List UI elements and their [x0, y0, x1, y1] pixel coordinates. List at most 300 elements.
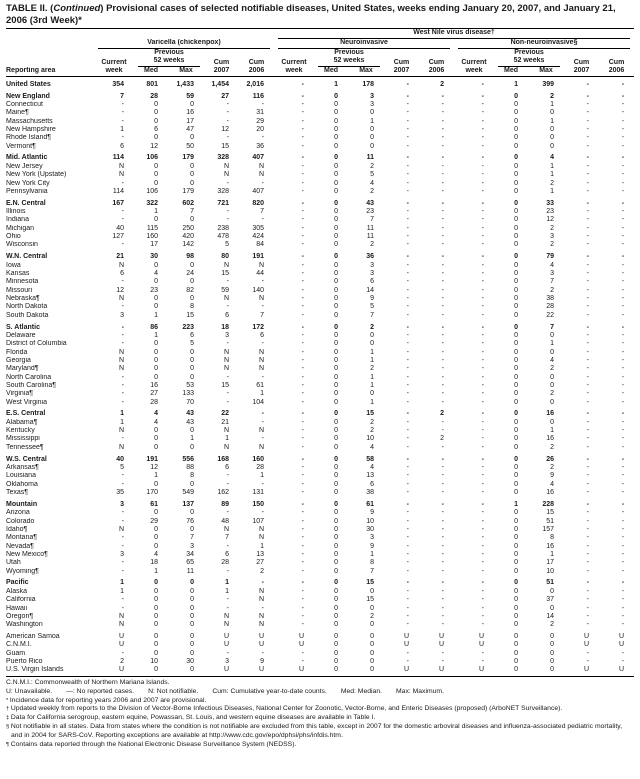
table-row	[6, 241, 634, 249]
value-cell: -	[586, 80, 589, 88]
value-cell: 0	[334, 125, 338, 133]
value-cell: -	[621, 100, 625, 108]
value-cell: -	[301, 596, 304, 604]
value-cell: 59	[221, 286, 229, 294]
value-cell: U	[118, 641, 124, 649]
value-cell: 0	[514, 125, 518, 133]
value-cell: U	[478, 633, 484, 641]
table-row	[6, 216, 634, 224]
value-cell: U	[403, 641, 409, 649]
value-cell: 191	[146, 455, 158, 463]
value-cell: -	[406, 559, 409, 567]
footnote-cnmi: C.N.M.I.: Commonwealth of Northern Mariana Islands.	[6, 678, 170, 686]
table-row	[6, 196, 634, 208]
table-header	[6, 29, 634, 77]
value-cell: -	[406, 604, 409, 612]
value-cell: 0	[190, 525, 194, 533]
value-cell: -	[481, 443, 484, 451]
value-cell: -	[586, 233, 589, 241]
value-cell: 0	[334, 641, 338, 649]
value-cell: 10	[150, 658, 158, 666]
table-row	[6, 658, 634, 666]
value-cell: -	[261, 340, 264, 348]
value-cell: -	[621, 286, 625, 294]
value-cell: -	[121, 241, 124, 249]
value-cell: -	[441, 311, 444, 319]
value-cell: 0	[550, 658, 554, 666]
value-cell: -	[121, 542, 124, 550]
value-cell: 0	[514, 233, 518, 241]
value-cell: -	[621, 398, 625, 406]
value-cell: 1	[120, 125, 124, 133]
value-cell: -	[406, 162, 409, 170]
value-cell: 3	[370, 261, 374, 269]
header-week: week	[454, 67, 494, 77]
value-cell: -	[301, 134, 304, 142]
header-cum: Cum	[573, 58, 590, 66]
value-cell: 0	[514, 410, 518, 418]
value-cell: 1	[550, 187, 554, 195]
value-cell: -	[301, 435, 304, 443]
value-cell: 2	[550, 241, 554, 249]
table-body	[6, 77, 634, 675]
value-cell: 162	[217, 489, 229, 497]
value-cell: 3	[370, 100, 374, 108]
value-cell: -	[621, 418, 625, 426]
value-cell: 13	[256, 550, 264, 558]
value-cell: -	[621, 587, 625, 595]
header-spacer	[204, 49, 239, 57]
value-cell: 0	[154, 171, 158, 179]
value-cell: 1	[334, 80, 338, 88]
value-cell: 6	[120, 142, 124, 150]
value-cell: -	[406, 649, 409, 657]
value-cell: -	[441, 534, 444, 542]
value-cell: -	[301, 567, 304, 575]
value-cell: -	[121, 340, 124, 348]
value-cell: -	[301, 331, 304, 339]
value-cell: 0	[190, 621, 194, 629]
value-cell: -	[481, 187, 484, 195]
value-cell: U	[258, 633, 264, 641]
value-cell: 0	[154, 109, 158, 117]
reporting-area-cell: New England	[6, 92, 50, 100]
value-cell: -	[586, 187, 589, 195]
value-cell: -	[586, 142, 589, 150]
reporting-area-cell: Wyoming¶	[6, 567, 39, 575]
value-cell: -	[226, 604, 229, 612]
value-cell: -	[621, 162, 625, 170]
value-cell: 0	[514, 365, 518, 373]
value-cell: -	[261, 649, 264, 657]
value-cell: 16	[150, 381, 158, 389]
value-cell: -	[586, 443, 589, 451]
value-cell: -	[481, 480, 484, 488]
value-cell: 0	[154, 641, 158, 649]
value-cell: 114	[112, 154, 124, 162]
value-cell: 10	[546, 567, 554, 575]
value-cell: 0	[190, 596, 194, 604]
value-cell: 53	[186, 381, 194, 389]
value-cell: N	[118, 443, 124, 451]
value-cell: -	[481, 134, 484, 142]
value-cell: N	[223, 525, 229, 533]
value-cell: 9	[370, 509, 374, 517]
value-cell: 0	[334, 509, 338, 517]
value-cell: 407	[252, 187, 264, 195]
value-cell: 172	[252, 323, 264, 331]
value-cell: -	[121, 509, 124, 517]
header-med: Med	[134, 67, 168, 77]
value-cell: 4	[370, 179, 374, 187]
value-cell: 0	[514, 596, 518, 604]
value-cell: -	[481, 418, 484, 426]
value-cell: 5	[370, 171, 374, 179]
value-cell: -	[301, 241, 304, 249]
reporting-area-cell: Maine¶	[6, 109, 29, 117]
reporting-area-cell: W.S. Central	[6, 455, 47, 463]
value-cell: -	[406, 340, 409, 348]
table-row	[6, 262, 634, 270]
value-cell: 14	[546, 612, 554, 620]
value-cell: 0	[370, 604, 374, 612]
value-cell: 3	[550, 269, 554, 277]
value-cell: 2	[550, 179, 554, 187]
value-cell: 18	[150, 559, 158, 567]
value-cell: -	[406, 331, 409, 339]
value-cell: 16	[546, 410, 554, 418]
header-52weeks	[494, 57, 564, 67]
value-cell: 27	[256, 559, 264, 567]
value-cell: -	[481, 303, 484, 311]
value-cell: -	[441, 117, 444, 125]
value-cell: 0	[514, 567, 518, 575]
value-cell: -	[406, 109, 409, 117]
value-cell: -	[301, 208, 304, 216]
value-cell: N	[223, 427, 229, 435]
value-cell: 0	[514, 550, 518, 558]
value-cell: 0	[154, 525, 158, 533]
wnv-group-label: West Nile virus disease†	[278, 29, 630, 39]
table-row	[6, 278, 634, 286]
value-cell: 1	[550, 550, 554, 558]
value-cell: -	[586, 340, 589, 348]
table-row	[6, 576, 634, 588]
value-cell: -	[441, 269, 444, 277]
value-cell: 10	[366, 517, 374, 525]
value-cell: 0	[334, 517, 338, 525]
value-cell: -	[301, 286, 304, 294]
value-cell: 15	[546, 509, 554, 517]
value-cell: 0	[154, 534, 158, 542]
weeks52-label: 52 weeks	[498, 57, 560, 67]
value-cell: 15	[186, 311, 194, 319]
header-cum: Cum	[248, 58, 265, 66]
value-cell: 0	[334, 666, 338, 674]
value-cell: 0	[334, 410, 338, 418]
value-cell: 0	[514, 472, 518, 480]
value-cell: -	[441, 171, 444, 179]
value-cell: -	[226, 373, 229, 381]
header-spacer	[6, 57, 94, 67]
header-spacer	[239, 49, 274, 57]
value-cell: -	[441, 517, 444, 525]
value-cell: 0	[154, 216, 158, 224]
value-cell: 5	[225, 241, 229, 249]
reporting-area-cell: South Dakota	[6, 311, 49, 319]
value-cell: -	[586, 171, 589, 179]
header-cum: Cum	[608, 58, 625, 66]
value-cell: N	[223, 621, 229, 629]
value-cell: 0	[190, 261, 194, 269]
value-cell: U	[478, 641, 484, 649]
value-cell: 0	[334, 489, 338, 497]
value-cell: -	[301, 80, 304, 88]
value-cell: 6	[154, 125, 158, 133]
value-cell: 0	[334, 587, 338, 595]
title-continued: Continued	[53, 3, 101, 14]
value-cell: 21	[116, 253, 124, 261]
value-cell: 43	[186, 418, 194, 426]
value-cell: -	[301, 117, 304, 125]
value-cell: 36	[366, 253, 374, 261]
value-cell: -	[301, 579, 304, 587]
value-cell: 0	[514, 455, 518, 463]
value-cell: N	[223, 356, 229, 364]
value-cell: 1	[550, 340, 554, 348]
value-cell: U	[223, 666, 229, 674]
value-cell: 13	[366, 472, 374, 480]
footnote	[6, 741, 634, 750]
value-cell: 131	[252, 489, 264, 497]
value-cell: 11	[366, 154, 374, 162]
value-cell: -	[586, 534, 589, 542]
value-cell: -	[481, 604, 484, 612]
value-cell: 0	[370, 641, 374, 649]
reporting-area-cell: Missouri	[6, 286, 33, 294]
value-cell: U	[619, 633, 625, 641]
weeks52-label: 52 weeks	[318, 57, 380, 67]
value-cell: -	[621, 464, 625, 471]
reporting-area-cell: New York City	[6, 179, 50, 187]
value-cell: -	[441, 331, 444, 339]
value-cell: 721	[217, 199, 229, 207]
value-cell: -	[121, 373, 124, 381]
value-cell: -	[441, 208, 444, 216]
value-cell: -	[481, 579, 484, 587]
value-cell: -	[301, 534, 304, 542]
value-cell: 30	[186, 658, 194, 666]
weeks52-label: 52 weeks	[138, 57, 200, 67]
value-cell: -	[481, 208, 484, 216]
value-cell: -	[406, 187, 409, 195]
value-cell: 178	[362, 80, 374, 88]
table-row	[6, 250, 634, 262]
value-cell: 0	[154, 604, 158, 612]
value-cell: -	[406, 621, 409, 629]
value-cell: 0	[334, 224, 338, 232]
value-cell: U	[438, 641, 444, 649]
value-cell: -	[301, 224, 304, 232]
value-cell: -	[481, 596, 484, 604]
value-cell: 1	[154, 331, 158, 339]
value-cell: 12	[116, 286, 124, 294]
value-cell: -	[406, 480, 409, 488]
value-cell: -	[621, 612, 625, 620]
header-spacer	[6, 39, 94, 49]
value-cell: -	[481, 658, 484, 666]
value-cell: 0	[154, 162, 158, 170]
reporting-area-cell: Florida	[6, 348, 28, 356]
value-cell: 0	[514, 134, 518, 142]
value-cell: 9	[260, 658, 264, 666]
value-cell: -	[406, 348, 409, 356]
value-cell: 28	[150, 92, 158, 100]
value-cell: N	[258, 587, 264, 595]
value-cell: 0	[514, 480, 518, 488]
value-cell: -	[586, 649, 589, 657]
value-cell: -	[406, 464, 409, 471]
value-cell: -	[586, 587, 589, 595]
value-cell: -	[121, 534, 124, 542]
table-row	[6, 101, 634, 109]
value-cell: N	[258, 365, 264, 373]
value-cell: 0	[154, 179, 158, 187]
value-cell: 0	[514, 443, 518, 451]
value-cell: 30	[366, 525, 374, 533]
value-cell: 1	[370, 373, 374, 381]
value-cell: 0	[334, 269, 338, 277]
value-cell: 0	[370, 134, 374, 142]
value-cell: -	[226, 398, 229, 406]
value-cell: 28	[256, 464, 264, 471]
table-row	[6, 77, 634, 89]
value-cell: 5	[120, 464, 124, 471]
value-cell: 0	[334, 559, 338, 567]
value-cell: -	[406, 224, 409, 232]
value-cell: 3	[190, 542, 194, 550]
value-cell: -	[586, 125, 589, 133]
value-cell: -	[121, 208, 124, 216]
value-cell: 16	[546, 542, 554, 550]
value-cell: 5	[190, 340, 194, 348]
header-spacer	[419, 49, 454, 57]
value-cell: -	[301, 216, 304, 224]
header-wnv-group	[274, 29, 634, 39]
value-cell: 21	[221, 418, 229, 426]
header-spacer	[564, 49, 599, 57]
value-cell: -	[406, 269, 409, 277]
value-cell: 40	[116, 224, 124, 232]
reporting-area-cell: District of Columbia	[6, 340, 67, 348]
value-cell: -	[481, 162, 484, 170]
value-cell: 0	[514, 489, 518, 497]
value-cell: 1	[190, 435, 194, 443]
value-cell: U	[583, 633, 589, 641]
value-cell: -	[586, 331, 589, 339]
value-cell: 0	[550, 348, 554, 356]
value-cell: -	[226, 567, 229, 575]
value-cell: 2	[370, 612, 374, 620]
value-cell: 0	[514, 579, 518, 587]
value-cell: -	[441, 253, 444, 261]
value-cell: 115	[146, 224, 158, 232]
value-cell: -	[621, 233, 625, 241]
value-cell: 0	[190, 649, 194, 657]
value-cell: 28	[150, 398, 158, 406]
value-cell: 0	[190, 216, 194, 224]
value-cell: -	[586, 418, 589, 426]
value-cell: -	[301, 604, 304, 612]
value-cell: -	[586, 550, 589, 558]
value-cell: 0	[370, 125, 374, 133]
value-cell: -	[301, 253, 304, 261]
value-cell: 0	[190, 365, 194, 373]
value-cell: 0	[514, 649, 518, 657]
value-cell: -	[481, 348, 484, 356]
value-cell: 4	[370, 464, 374, 471]
value-cell: 0	[334, 323, 338, 331]
value-cell: -	[301, 294, 304, 302]
value-cell: 0	[154, 340, 158, 348]
value-cell: -	[621, 480, 625, 488]
value-cell: 0	[334, 286, 338, 294]
value-cell: 15	[221, 142, 229, 150]
legend-item: Max: Maximum.	[396, 687, 444, 695]
value-cell: -	[481, 435, 484, 443]
value-cell: 0	[190, 509, 194, 517]
value-cell: 1	[154, 567, 158, 575]
value-cell: 28	[546, 303, 554, 311]
reporting-area-cell: Oregon¶	[6, 612, 34, 620]
value-cell: 22	[546, 311, 554, 319]
value-cell: -	[301, 472, 304, 480]
value-cell: 38	[546, 294, 554, 302]
value-cell: 0	[514, 658, 518, 666]
value-cell: 0	[514, 294, 518, 302]
value-cell: -	[441, 587, 444, 595]
value-cell: N	[258, 171, 264, 179]
value-cell: -	[121, 134, 124, 142]
value-cell: 3	[120, 550, 124, 558]
value-cell: -	[481, 340, 484, 348]
value-cell: 0	[514, 587, 518, 595]
value-cell: -	[586, 199, 589, 207]
table-row	[6, 109, 634, 117]
value-cell: -	[261, 579, 264, 587]
value-cell: -	[586, 253, 589, 261]
header-spacer	[94, 49, 134, 57]
value-cell: 1	[370, 381, 374, 389]
value-cell: -	[441, 373, 444, 381]
value-cell: 84	[256, 241, 264, 249]
value-cell: 17	[150, 241, 158, 249]
header-med: Med	[494, 67, 528, 77]
value-cell: -	[586, 323, 589, 331]
value-cell: -	[406, 278, 409, 286]
value-cell: 34	[186, 550, 194, 558]
table-row	[6, 526, 634, 534]
value-cell: -	[301, 179, 304, 187]
value-cell: -	[621, 472, 625, 480]
value-cell: 4	[370, 443, 374, 451]
value-cell: 0	[514, 179, 518, 187]
value-cell: 0	[154, 278, 158, 286]
value-cell: 0	[190, 179, 194, 187]
value-cell: 0	[514, 534, 518, 542]
value-cell: -	[481, 612, 484, 620]
value-cell: 2	[370, 323, 374, 331]
